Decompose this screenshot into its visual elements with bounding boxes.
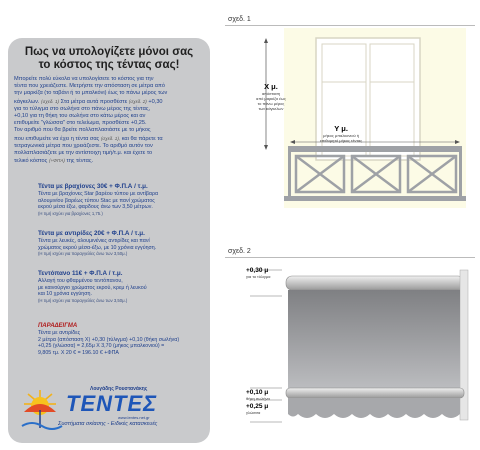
logo-owner: Λουγάδης Ρουστανάκης [90,386,148,392]
panel-title [14,46,204,72]
tube-pocket-desc: θήκη σωλήνα [246,396,270,401]
valance-label [246,404,268,416]
roller-tube [286,276,464,290]
product-note: (Η τιμή ισχύει για παραγγελίες άνω των 3,50μ.) [38,297,128,303]
product-fabric [38,270,206,304]
product-heading: Τέντα με βραχίονες 30€ + Φ.Π.Α / τ.μ. [38,183,148,190]
bottom-bar [286,388,464,398]
roll-allowance-desc: για το τύλιγμα [246,274,271,279]
intro-fragment: κάγκελων. [14,98,40,105]
example-heading: ΠΑΡΑΔΕΙΓΜΑ [38,323,78,329]
product-struts [38,230,206,257]
panel-title-line-1: Πως να υπολογίζετε μόνοι σας [24,46,194,58]
intro-ref: (σχεδ. 1), [100,135,121,141]
railing-top-bar [288,146,462,152]
intro-line: Μπορείτε πολύ εύκολα να υπολογίσετε το κόστος για την [14,76,154,82]
intro-fragment: τελικό κόστος [14,158,48,165]
railing-post [459,152,462,198]
product-arms [38,183,206,217]
example-block [38,322,206,356]
intro-line: +0,10 για τη θήκη του σωλήνα στο κάτω μέρος και αν [14,113,146,120]
arrow-up-icon [264,38,268,43]
panel-title-line-2: το κόστος της τέντας σας! [38,59,180,71]
y-dimension-label [320,126,362,143]
x-dimension-desc: από μαρκίζα έως [256,96,286,101]
railing-post [288,152,291,198]
product-line: αλουμινίου βαρέως τύπου Stac με πανί χρώματος [38,197,155,204]
company-logo [20,386,200,438]
figure2-divider [225,257,475,258]
product-line: Αλλαγή του φθαρμένου τεντόπανου, [38,278,123,284]
example-line: Τέντα με αντιρίδες [38,330,81,336]
valance-value: +0,25 μ [246,403,269,410]
tube-pocket-value: +0,10 μ [246,389,269,396]
intro-ref: (σχεδ. 1) [41,98,60,104]
example-line: 2 μέτρα (απόσταση Χ) +0,30 (τύλιγμα) +0,10 (θήκη σωλήνα) [38,336,180,343]
product-line: και 10 χρόνια εγγύηση. [38,291,92,298]
intro-line: για το τύλιγμα στο σωλήνα στο πάνω μέρος της τέντας, [14,105,151,112]
valance-desc: γλώσσα [246,410,261,415]
awning-fabric [288,290,460,390]
example-line: 9,805 τμ. Χ 20 € = 196.10 € +ΦΠΑ [38,349,119,356]
intro-line: την μαρκίζα (το ταβάνι ή το μπαλκόνι) έως το πάνω μέρος των [14,90,168,97]
figure1-balcony-drawing [240,28,480,208]
intro-line: τετραγωνικά μέτρα που χρειάζεστε. Το αριθμό αυτόν τον [14,142,153,149]
intro-ref: (σχεδ. 2) [128,98,147,104]
product-line: εκρού μέσα έξω, φαρδους άνω των 3,50 μέτρων. [38,204,153,211]
intro-fragment: Στα μέτρα αυτά προσθέστε [60,98,128,105]
product-line: με καινούργιο χρώματος εκρού, κρεμ ή λευκού [38,284,147,291]
intro-line [14,157,204,165]
intro-line [14,98,204,106]
intro-ref: (+ΦΠΑ) [48,158,65,164]
y-dimension-value: Υ μ. [334,124,348,133]
x-dimension-desc: το πάνω μέρος [257,101,285,106]
tube-pocket-label [246,390,270,402]
x-dimension-value: Χ μ. [264,82,278,91]
balcony-slab [284,196,466,201]
intro-line: πολλαπλασιάζετε με την αντίστοιχη τιμή/τ.μ. και έχετε το [14,150,153,157]
figure2-label: σχεδ. 2 [228,248,251,255]
logo-tagline: Συστήματα σκίασης - Ειδικές κατασκευές [58,421,158,427]
roll-allowance-label [246,268,270,280]
intro-fragment: που επιθυμείτε να έχει η τέντα σας [14,135,100,142]
x-dimension-label [256,84,286,111]
product-line: Τέντα με λευκές, αλουμινένιες αντιρίδες και πανί [38,238,150,244]
intro-line: Τον αριθμό που θα βρείτε πολλαπλασιάστε με το μήκος [14,127,151,134]
intro-line: τέντα που χρειάζεστε. Μετρήστε την απόσταση σε μέτρα από [14,83,166,90]
x-dimension-desc: των κάγκελων [258,106,284,111]
arrow-down-icon [264,145,268,150]
logo-brand: ΤΕΝΤΕΣ [66,391,158,416]
product-heading: Τέντα με αντιρίδες 20€ + Φ.Π.Α / τ.μ. [38,230,145,237]
intro-line [14,135,204,143]
y-dimension-desc: επιθυμητό μήκος τέντας [320,138,363,143]
x-dimension-desc: απόσταση [261,91,281,96]
example-line: +0,25 (γλώσσα) = 2,65μ Χ 3,70 (μήκος μπαλκονιού) = [38,343,165,350]
intro-fragment: και θα πάρετε τα [121,135,163,142]
product-line: Τέντα με βραχίονες Star βαρέου τύπου με αντίβαρα [38,191,159,197]
roll-allowance-value: +0,30 μ [246,267,269,274]
product-note: (Η τιμή ισχύει για παραγγελίες άνω των 3,50μ.) [38,251,128,257]
intro-text [14,76,204,165]
intro-fragment: της τέντας. [66,158,94,165]
y-dimension-desc: μήκος μπαλκονιού ή [323,133,360,138]
product-note: (Η τιμή ισχύει για βραχίονες 1,75.) [38,210,103,216]
awning-valance [288,398,460,418]
intro-fragment: +0,30 [148,98,163,105]
figure1-label: σχεδ. 1 [228,16,251,23]
figure2-awning-drawing [240,262,480,442]
figure1-divider [225,25,475,26]
product-line: χρώματος εκρού μέσα-έξω, με 10 χρόνια εγγύηση. [38,244,157,251]
product-heading: Τεντόπανο 11€ + Φ.Π.Α / τ.μ. [38,270,123,277]
logo-website: www.lentes.net.gr [118,415,150,420]
intro-line: επιθυμείτε "γλώσσα" στο τελείωμα, προσθέστε +0,25. [14,120,147,127]
